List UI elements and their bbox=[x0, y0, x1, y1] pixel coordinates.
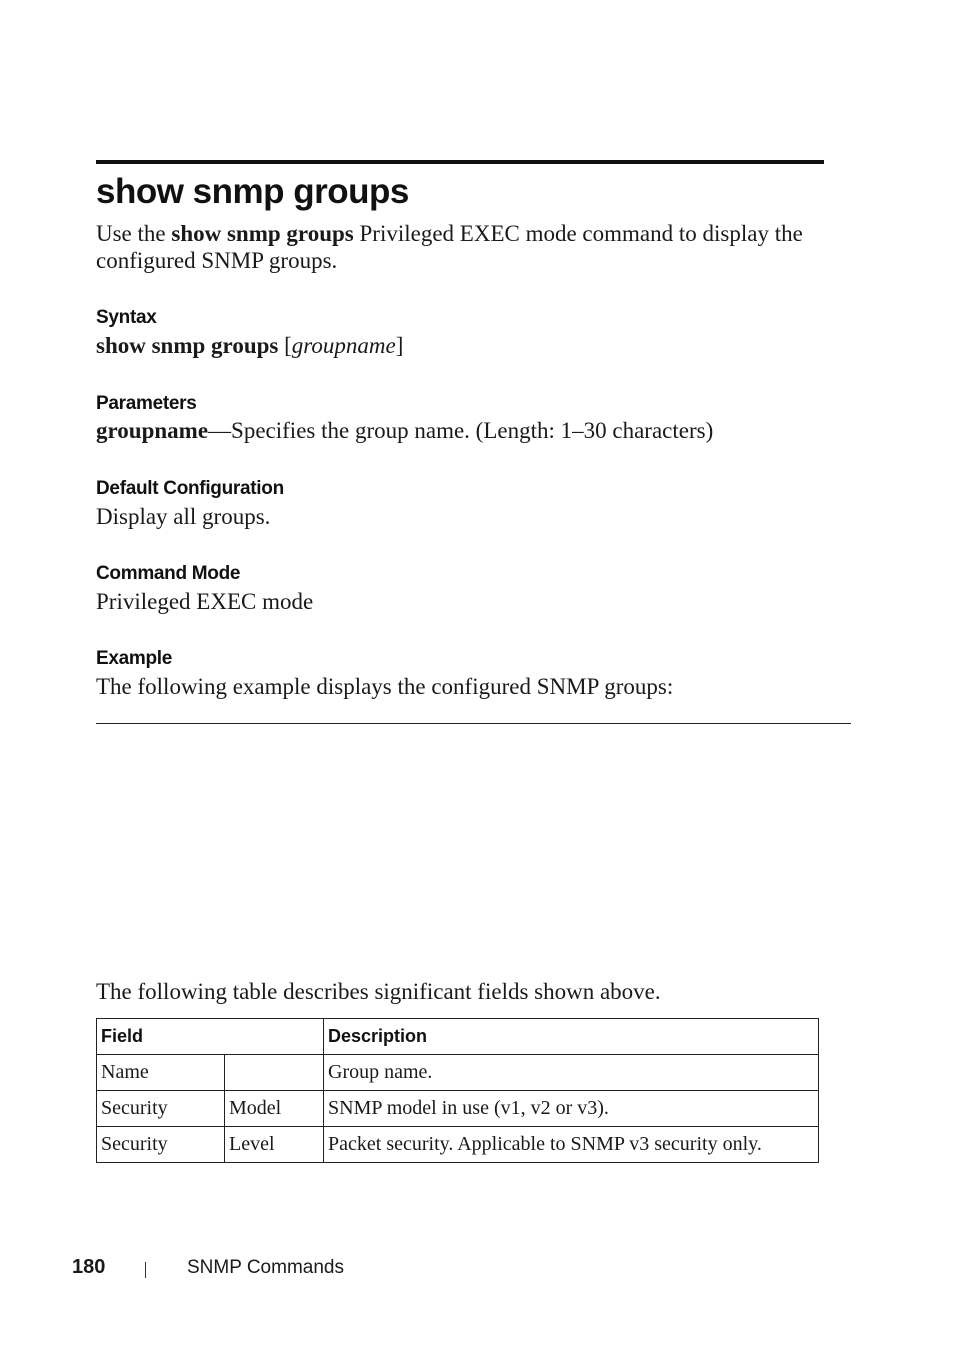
table-row bbox=[97, 1127, 819, 1163]
syntax-open-bracket: [ bbox=[278, 333, 292, 358]
table-cell: Level bbox=[225, 1127, 324, 1163]
table-cell: Packet security. Applicable to SNMP v3 security only. bbox=[324, 1127, 819, 1163]
table-row bbox=[97, 1091, 819, 1127]
default-configuration-text: Display all groups. bbox=[96, 504, 271, 529]
parameters-heading: Parameters bbox=[96, 393, 197, 414]
footer-section-title: SNMP Commands bbox=[187, 1257, 344, 1278]
parameter-description: —Specifies the group name. (Length: 1–30 characters) bbox=[208, 418, 714, 443]
command-mode-text: Privileged EXEC mode bbox=[96, 589, 314, 614]
fields-table bbox=[96, 1018, 819, 1163]
example-heading: Example bbox=[96, 648, 173, 669]
intro-pre: Use the bbox=[96, 221, 172, 246]
syntax-command: show snmp groups bbox=[96, 333, 279, 358]
header-field: Field bbox=[97, 1019, 324, 1055]
intro-post: Privileged EXEC mode command to display the configured SNMP groups. bbox=[96, 221, 803, 273]
top-rule bbox=[96, 160, 824, 164]
page-number: 180 bbox=[72, 1256, 106, 1278]
intro-paragraph bbox=[96, 220, 826, 274]
syntax-line bbox=[96, 332, 403, 359]
header-description: Description bbox=[324, 1019, 819, 1055]
table-cell: Security bbox=[97, 1091, 225, 1127]
parameter-name: groupname bbox=[96, 418, 209, 443]
example-rule bbox=[96, 723, 851, 724]
table-cell: Group name. bbox=[324, 1055, 819, 1091]
syntax-close-bracket: ] bbox=[395, 333, 404, 358]
table-intro: The following table describes significant fields shown above. bbox=[96, 979, 661, 1004]
command-mode-heading: Command Mode bbox=[96, 563, 241, 584]
page-title: show snmp groups bbox=[96, 172, 409, 211]
table-cell: Name bbox=[97, 1055, 225, 1091]
parameter-line bbox=[96, 417, 713, 444]
default-configuration-heading: Default Configuration bbox=[96, 478, 284, 499]
table-cell: Model bbox=[225, 1091, 324, 1127]
syntax-heading: Syntax bbox=[96, 307, 157, 328]
example-text: The following example displays the configured SNMP groups: bbox=[96, 674, 674, 699]
table-cell: SNMP model in use (v1, v2 or v3). bbox=[324, 1091, 819, 1127]
intro-command: show snmp groups bbox=[171, 221, 354, 246]
table-cell: Security bbox=[97, 1127, 225, 1163]
table-cell bbox=[225, 1055, 324, 1091]
footer-separator bbox=[145, 1262, 146, 1278]
syntax-param: groupname bbox=[291, 333, 396, 358]
table-header-row bbox=[97, 1019, 819, 1055]
table-row bbox=[97, 1055, 819, 1091]
